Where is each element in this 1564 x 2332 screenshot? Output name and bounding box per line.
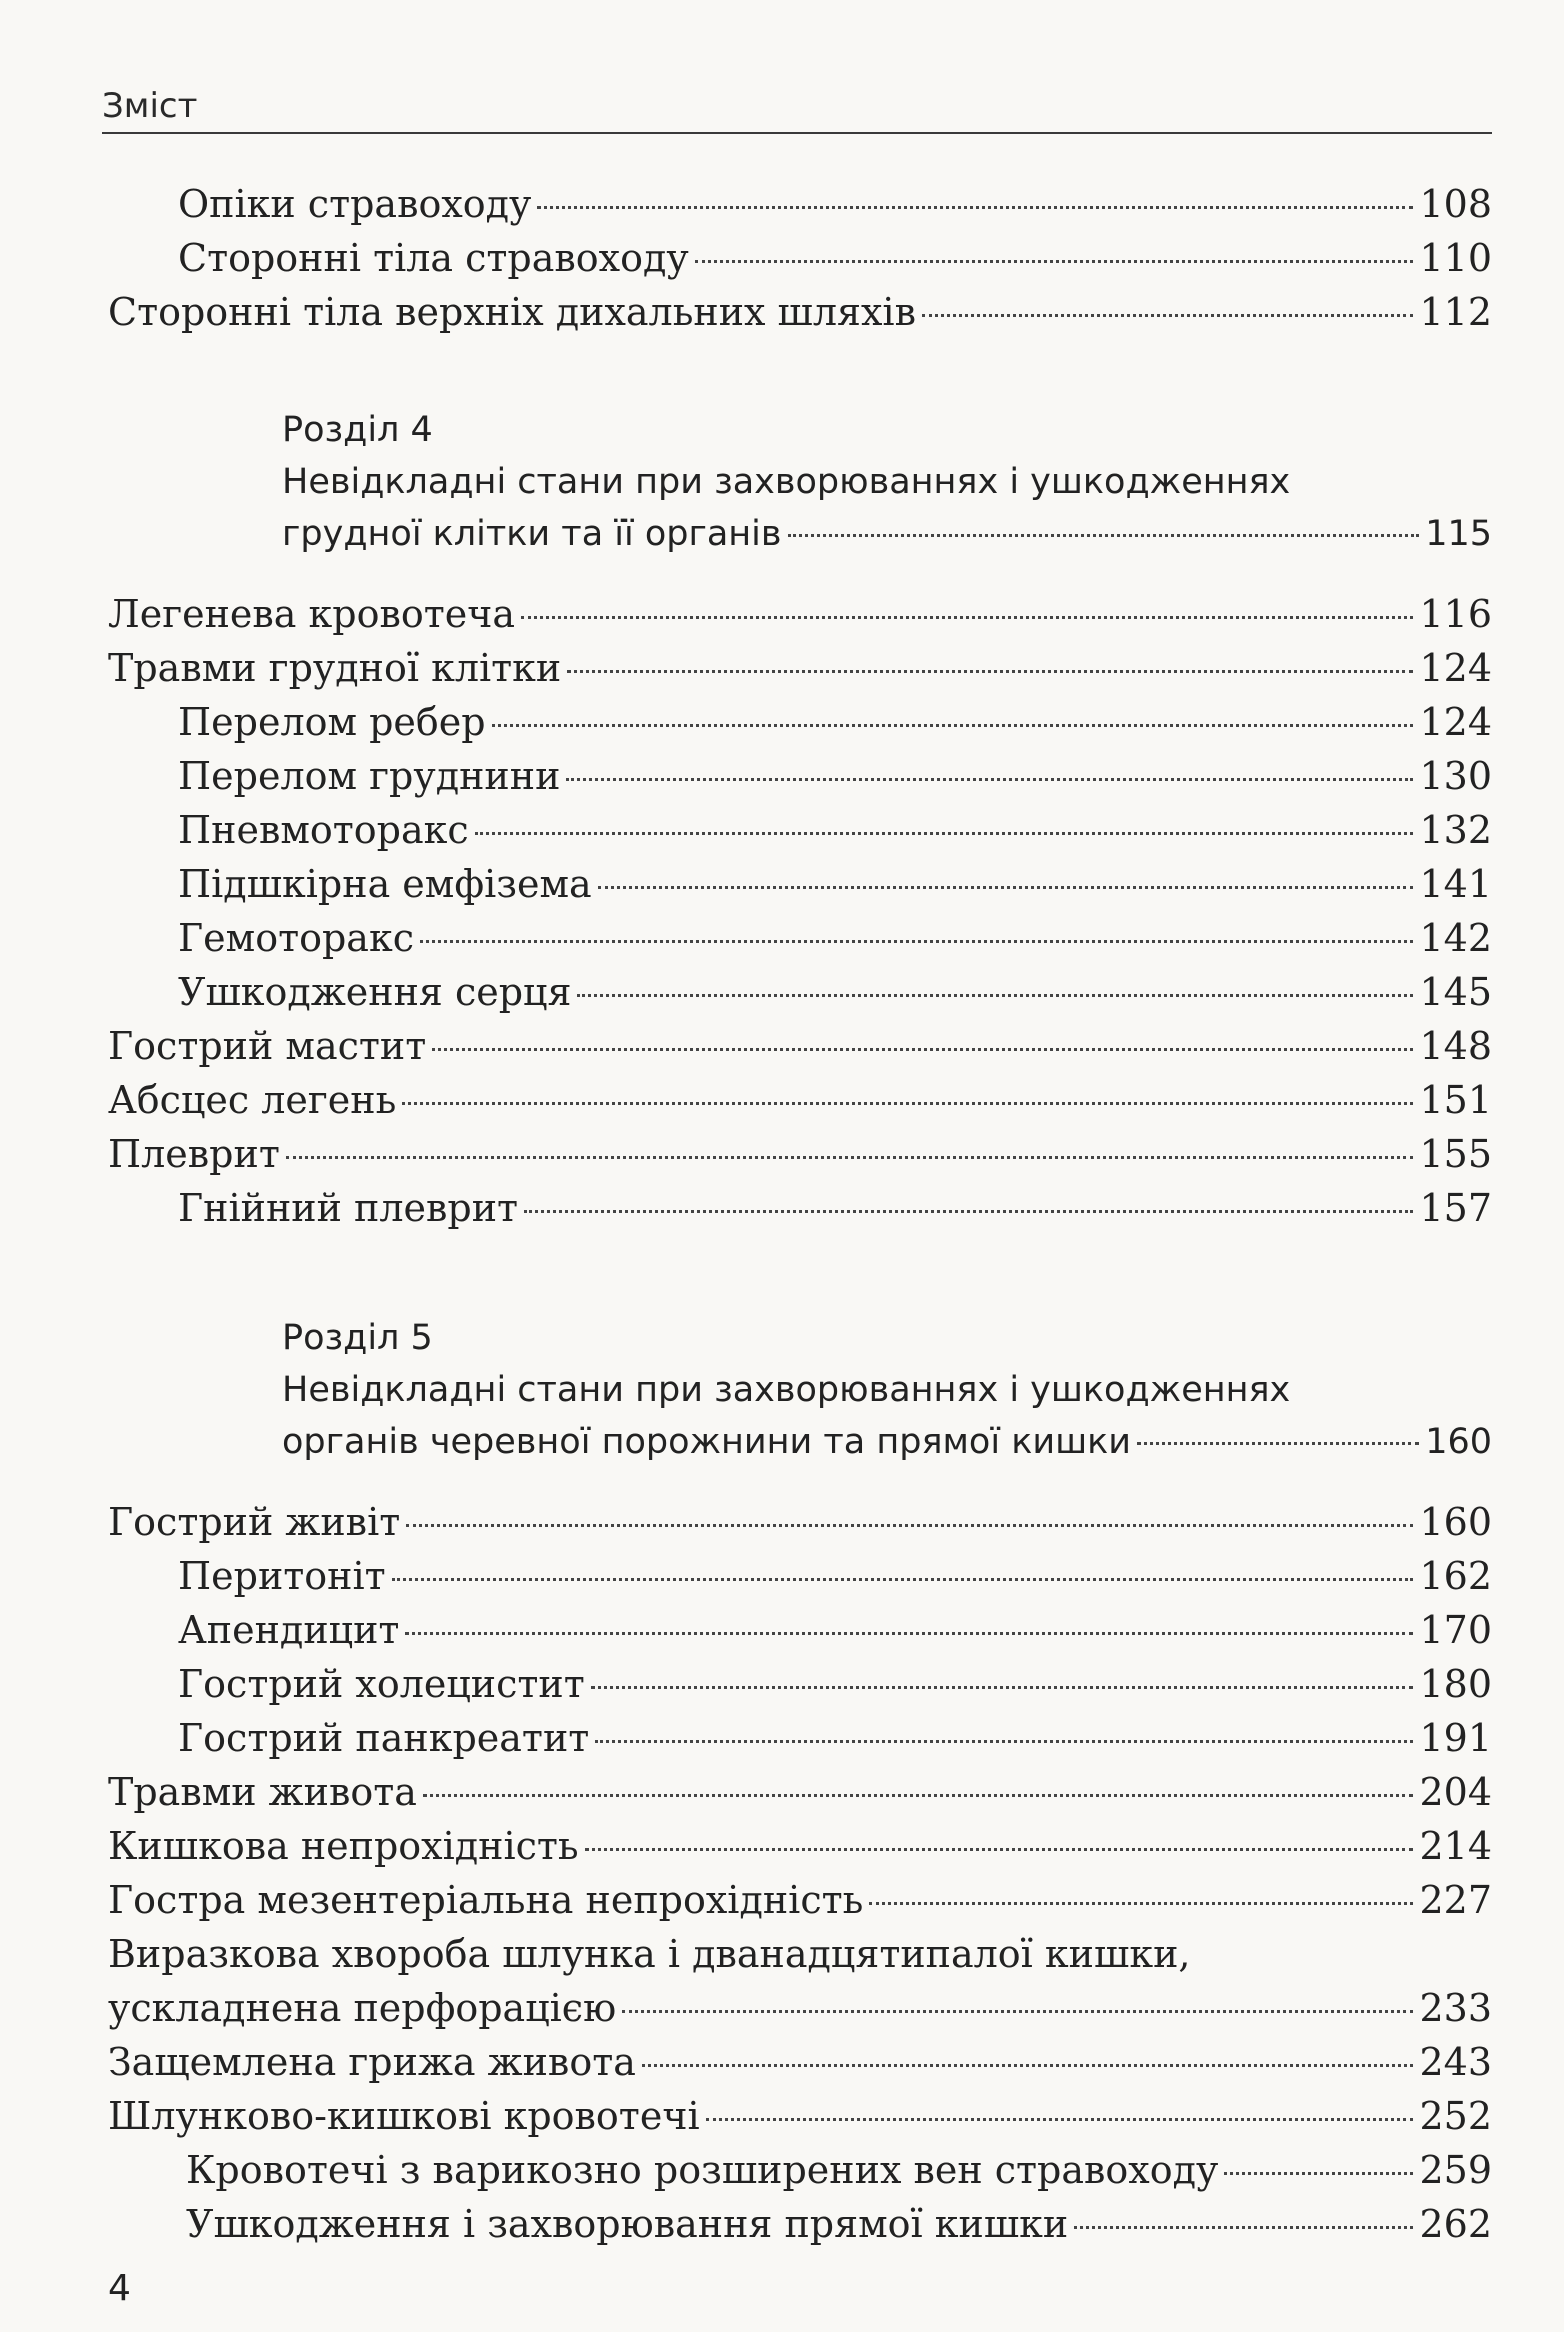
toc-entry-title: Сторонні тіла стравоходу (178, 236, 689, 280)
toc-entry-page: 148 (1419, 1024, 1492, 1068)
dot-leader (577, 994, 1413, 997)
toc-entry-page: 116 (1419, 592, 1492, 636)
toc-entry[interactable] (178, 700, 1492, 746)
dot-leader (1224, 2172, 1413, 2175)
dot-leader (406, 1524, 1413, 1527)
toc-entry-page: 180 (1419, 1662, 1492, 1706)
toc-entry-title: Пневмоторакс (178, 808, 469, 852)
toc-entry-title: ускладнена перфорацією (108, 1986, 617, 2030)
toc-entry-title: Травми грудної клітки (108, 646, 562, 690)
toc-entry-title: Ушкодження і захворювання прямої кишки (186, 2202, 1069, 2246)
toc-entry[interactable] (108, 1024, 1492, 1070)
toc-entry[interactable] (108, 1132, 1492, 1178)
toc-entry-title: Травми живота (108, 1770, 417, 1814)
toc-entry-page: 204 (1419, 1770, 1492, 1814)
toc-entry-page: 160 (1419, 1500, 1492, 1544)
page-number: 4 (108, 2268, 131, 2309)
dot-leader (788, 534, 1420, 537)
toc-entry-title: Ушкодження серця (178, 970, 572, 1014)
section-5-title-line2: органів черевної порожнини та прямої кишки (282, 1422, 1131, 1462)
toc-entry-title: Гострий живіт (108, 1500, 401, 1544)
toc-entry-page: 243 (1419, 2040, 1492, 2084)
dot-leader (524, 1210, 1413, 1213)
toc-entry[interactable] (178, 916, 1492, 962)
toc-entry-title: Кровотечі з варикозно розширених вен стравоходу (186, 2148, 1219, 2192)
toc-entry[interactable] (108, 2094, 1492, 2140)
toc-entry-title: Легенева кровотеча (108, 592, 516, 636)
toc-entry[interactable] (178, 182, 1492, 228)
dot-leader (432, 1048, 1413, 1051)
toc-entry[interactable] (108, 2040, 1492, 2086)
toc-entry-page: 145 (1419, 970, 1492, 1014)
section-4-title-line2: грудної клітки та її органів (282, 514, 782, 554)
toc-entry-title: Підшкірна емфізема (178, 862, 592, 906)
dot-leader (922, 314, 1414, 317)
toc-entry-page: 124 (1419, 646, 1492, 690)
toc-entry-title: Опіки стравоходу (178, 182, 532, 226)
dot-leader (567, 670, 1413, 673)
toc-entry-title-continued: Виразкова хвороба шлунка і дванадцятипалої кишки, (108, 1932, 1191, 1976)
toc-entry-page: 259 (1419, 2148, 1492, 2192)
dot-leader (591, 1686, 1414, 1689)
section-4-title-line1: Невідкладні стани при захворюваннях і ушкодженнях (282, 462, 1291, 502)
dot-leader (566, 778, 1413, 781)
dot-leader (392, 1578, 1414, 1581)
toc-entry-page: 160 (1425, 1422, 1492, 1462)
toc-entry-page: 162 (1419, 1554, 1492, 1598)
toc-entry[interactable] (108, 290, 1492, 336)
toc-entry[interactable] (108, 1878, 1492, 1924)
toc-entry-page: 115 (1425, 514, 1492, 554)
toc-entry-page: 170 (1419, 1608, 1492, 1652)
dot-leader (492, 724, 1414, 727)
toc-entry[interactable] (178, 236, 1492, 282)
section-5-label: Розділ 5 (282, 1318, 433, 1358)
dot-leader (598, 886, 1414, 889)
section-4-entry[interactable] (282, 514, 1492, 560)
toc-entry-page: 214 (1419, 1824, 1492, 1868)
dot-leader (706, 2118, 1414, 2121)
dot-leader (585, 1848, 1414, 1851)
dot-leader (537, 206, 1413, 209)
dot-leader (622, 2010, 1413, 2013)
toc-entry-title: Гострий холецистит (178, 1662, 585, 1706)
header-rule (102, 132, 1492, 134)
toc-entry-page: 157 (1419, 1186, 1492, 1230)
toc-entry[interactable] (178, 808, 1492, 854)
section-4-label: Розділ 4 (282, 410, 433, 450)
toc-entry-page: 112 (1419, 290, 1492, 334)
toc-entry[interactable] (108, 1770, 1492, 1816)
toc-entry[interactable] (178, 1608, 1492, 1654)
running-head: Зміст (102, 86, 198, 126)
toc-entry-page: 110 (1419, 236, 1492, 280)
section-5-entry[interactable] (282, 1422, 1492, 1468)
toc-entry[interactable] (178, 1716, 1492, 1762)
toc-entry[interactable] (108, 1078, 1492, 1124)
dot-leader (595, 1740, 1413, 1743)
toc-entry[interactable] (108, 1500, 1492, 1546)
toc-entry-page: 262 (1419, 2202, 1492, 2246)
toc-entry[interactable] (178, 1186, 1492, 1232)
toc-entry-page: 130 (1419, 754, 1492, 798)
toc-entry-page: 227 (1419, 1878, 1492, 1922)
toc-entry[interactable] (108, 1986, 1492, 2032)
toc-entry-page: 124 (1419, 700, 1492, 744)
toc-entry-title: Кишкова непрохідність (108, 1824, 579, 1868)
dot-leader (420, 940, 1413, 943)
toc-entry[interactable] (178, 754, 1492, 800)
toc-entry-title: Гострий мастит (108, 1024, 427, 1068)
toc-entry-page: 252 (1419, 2094, 1492, 2138)
dot-leader (869, 1902, 1413, 1905)
section-5-title-line1: Невідкладні стани при захворюваннях і ушкодженнях (282, 1370, 1291, 1410)
dot-leader (521, 616, 1413, 619)
dot-leader (695, 260, 1414, 263)
toc-entry-page: 132 (1419, 808, 1492, 852)
toc-entry-title: Гострий панкреатит (178, 1716, 590, 1760)
toc-entry-title: Сторонні тіла верхніх дихальних шляхів (108, 290, 916, 334)
toc-entry-page: 151 (1419, 1078, 1492, 1122)
toc-entry-title: Гемоторакс (178, 916, 414, 960)
toc-entry-page: 155 (1419, 1132, 1492, 1176)
toc-entry-title: Гостра мезентеріальна непрохідність (108, 1878, 864, 1922)
toc-entry-title: Абсцес легень (108, 1078, 397, 1122)
toc-entry-page: 108 (1419, 182, 1492, 226)
toc-entry-title: Апендицит (178, 1608, 400, 1652)
toc-entry[interactable] (186, 2202, 1492, 2248)
dot-leader (1074, 2226, 1413, 2229)
toc-entry-title: Шлунково-кишкові кровотечі (108, 2094, 700, 2138)
toc-entry[interactable] (178, 862, 1492, 908)
toc-entry-title: Плеврит (108, 1132, 280, 1176)
dot-leader (642, 2064, 1414, 2067)
toc-entry-page: 233 (1419, 1986, 1492, 2030)
dot-leader (402, 1102, 1413, 1105)
toc-entry[interactable] (178, 1662, 1492, 1708)
toc-entry-title: Перелом груднини (178, 754, 561, 798)
toc-entry[interactable] (178, 1554, 1492, 1600)
dot-leader (423, 1794, 1414, 1797)
toc-entry[interactable] (108, 1824, 1492, 1870)
toc-entry[interactable] (108, 592, 1492, 638)
toc-entry[interactable] (178, 970, 1492, 1016)
toc-entry[interactable] (108, 646, 1492, 692)
dot-leader (1137, 1442, 1419, 1445)
toc-entry[interactable] (186, 2148, 1492, 2194)
toc-entry-title: Защемлена грижа живота (108, 2040, 636, 2084)
toc-entry-page: 191 (1419, 1716, 1492, 1760)
toc-entry-page: 141 (1419, 862, 1492, 906)
toc-entry-title: Перитоніт (178, 1554, 386, 1598)
toc-entry-title: Перелом ребер (178, 700, 486, 744)
toc-entry-title: Гнійний плеврит (178, 1186, 519, 1230)
dot-leader (405, 1632, 1413, 1635)
dot-leader (286, 1156, 1414, 1159)
toc-entry-page: 142 (1419, 916, 1492, 960)
dot-leader (475, 832, 1414, 835)
